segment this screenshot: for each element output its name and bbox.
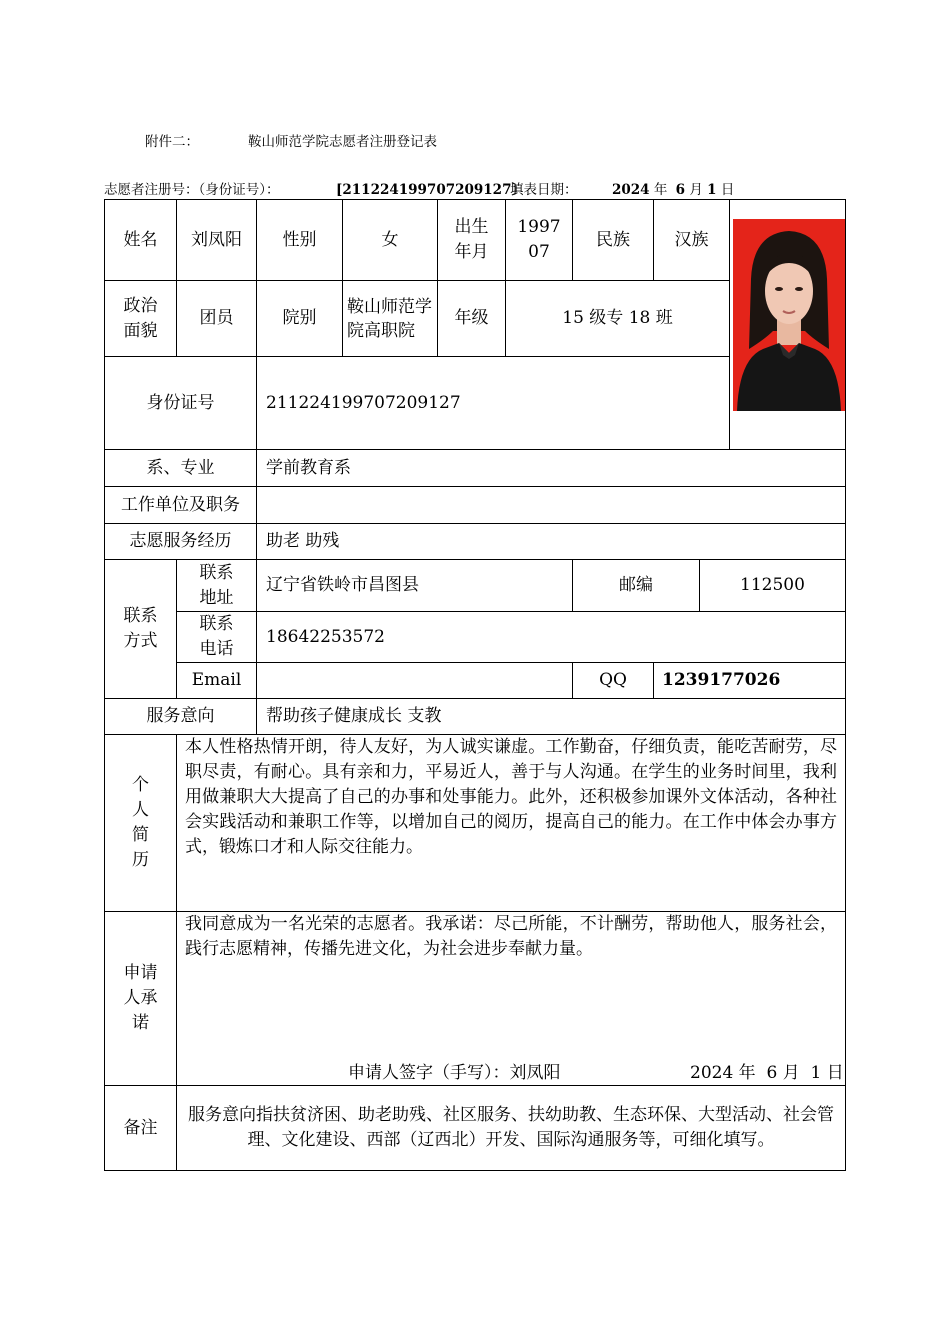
ethnicity-value[interactable]: 汉族 bbox=[653, 199, 730, 281]
name-label: 姓名 bbox=[104, 199, 177, 281]
promise-label: 申请人承诺 bbox=[104, 911, 177, 1086]
id-value[interactable]: 211224199707209127 bbox=[256, 356, 730, 450]
qq-label: QQ bbox=[572, 662, 654, 699]
college-value[interactable]: 鞍山师范学院高职院 bbox=[342, 280, 438, 357]
intent-value[interactable]: 帮助孩子健康成长 支教 bbox=[256, 698, 846, 735]
work-value[interactable] bbox=[256, 486, 846, 524]
portrait-image bbox=[733, 219, 845, 411]
grade-label: 年级 bbox=[437, 280, 506, 357]
phone-value[interactable]: 18642253572 bbox=[256, 611, 846, 663]
resume-cell[interactable] bbox=[176, 734, 846, 912]
address-value[interactable]: 辽宁省铁岭市昌图县 bbox=[256, 559, 573, 612]
attachment-label: 附件二： bbox=[145, 134, 199, 150]
resume-text: 本人性格热情开朗，待人友好，为人诚实谦虚。工作勤奋，仔细负责，能吃苦耐劳，尽职尽责，有耐心。具有亲和力，平易近人，善于与人沟通。在学生的业务时间里，我利用做兼职大大提高了自己的办事和处事能力。此外，还积极参加课外文体活动，各种社会实践活动和兼职工作等，以增加自己的阅历，提高自己的能力。在工作中体会办事方式，锻炼口才和人际交往能力。 bbox=[185, 737, 837, 857]
sign-date: 2024 年 6 月 1 日 bbox=[690, 1063, 844, 1083]
major-value[interactable]: 学前教育系 bbox=[256, 449, 846, 487]
gender-value[interactable]: 女 bbox=[342, 199, 438, 281]
applicant-photo bbox=[733, 219, 845, 411]
remark-cell bbox=[176, 1085, 846, 1171]
promise-cell[interactable] bbox=[176, 911, 846, 1086]
contact-label: 联系方式 bbox=[104, 559, 177, 699]
date-label: 填表日期： bbox=[510, 182, 578, 198]
email-value[interactable] bbox=[256, 662, 573, 699]
intent-label: 服务意向 bbox=[104, 698, 257, 735]
reg-label: 志愿者注册号：（身份证号）： bbox=[104, 182, 280, 198]
remark-text: 服务意向指扶贫济困、助老助残、社区服务、扶幼助教、生态环保、大型活动、社会管理、文化建设、西部（辽西北）开发、国际沟通服务等，可细化填写。 bbox=[188, 1105, 834, 1150]
promise-text: 我同意成为一名光荣的志愿者。我承诺：尽己所能，不计酬劳，帮助他人，服务社会，践行志愿精神，传播先进文化，为社会进步奉献力量。 bbox=[185, 914, 837, 959]
grade-value[interactable]: 15 级专 18 班 bbox=[505, 280, 730, 357]
phone-label: 联系电话 bbox=[176, 611, 257, 663]
politics-value[interactable]: 团员 bbox=[176, 280, 257, 357]
qq-value[interactable]: 1239177026 bbox=[653, 662, 846, 699]
birth-value[interactable]: 199707 bbox=[505, 199, 573, 281]
major-label: 系、专业 bbox=[104, 449, 257, 487]
remark-label: 备注 bbox=[104, 1085, 177, 1171]
birth-label: 出生年月 bbox=[437, 199, 506, 281]
address-label: 联系地址 bbox=[176, 559, 257, 612]
zip-label: 邮编 bbox=[572, 559, 700, 612]
experience-value[interactable]: 助老 助残 bbox=[256, 523, 846, 560]
politics-label: 政治面貌 bbox=[104, 280, 177, 357]
experience-label: 志愿服务经历 bbox=[104, 523, 257, 560]
fill-date: 2024 年 6 月 1 日 bbox=[612, 182, 735, 198]
zip-value[interactable]: 112500 bbox=[699, 559, 846, 612]
id-label: 身份证号 bbox=[104, 356, 257, 450]
form-title: 鞍山师范学院志愿者注册登记表 bbox=[248, 134, 437, 150]
resume-label: 个人简历 bbox=[104, 734, 177, 912]
ethnicity-label: 民族 bbox=[572, 199, 654, 281]
email-label: Email bbox=[176, 662, 257, 699]
name-value[interactable]: 刘凤阳 bbox=[176, 199, 257, 281]
gender-label: 性别 bbox=[256, 199, 343, 281]
college-label: 院别 bbox=[256, 280, 343, 357]
work-label: 工作单位及职务 bbox=[104, 486, 257, 524]
reg-value: [211224199707209127〕 bbox=[336, 182, 525, 198]
signature: 申请人签字（手写）：刘凤阳 bbox=[348, 1063, 561, 1083]
